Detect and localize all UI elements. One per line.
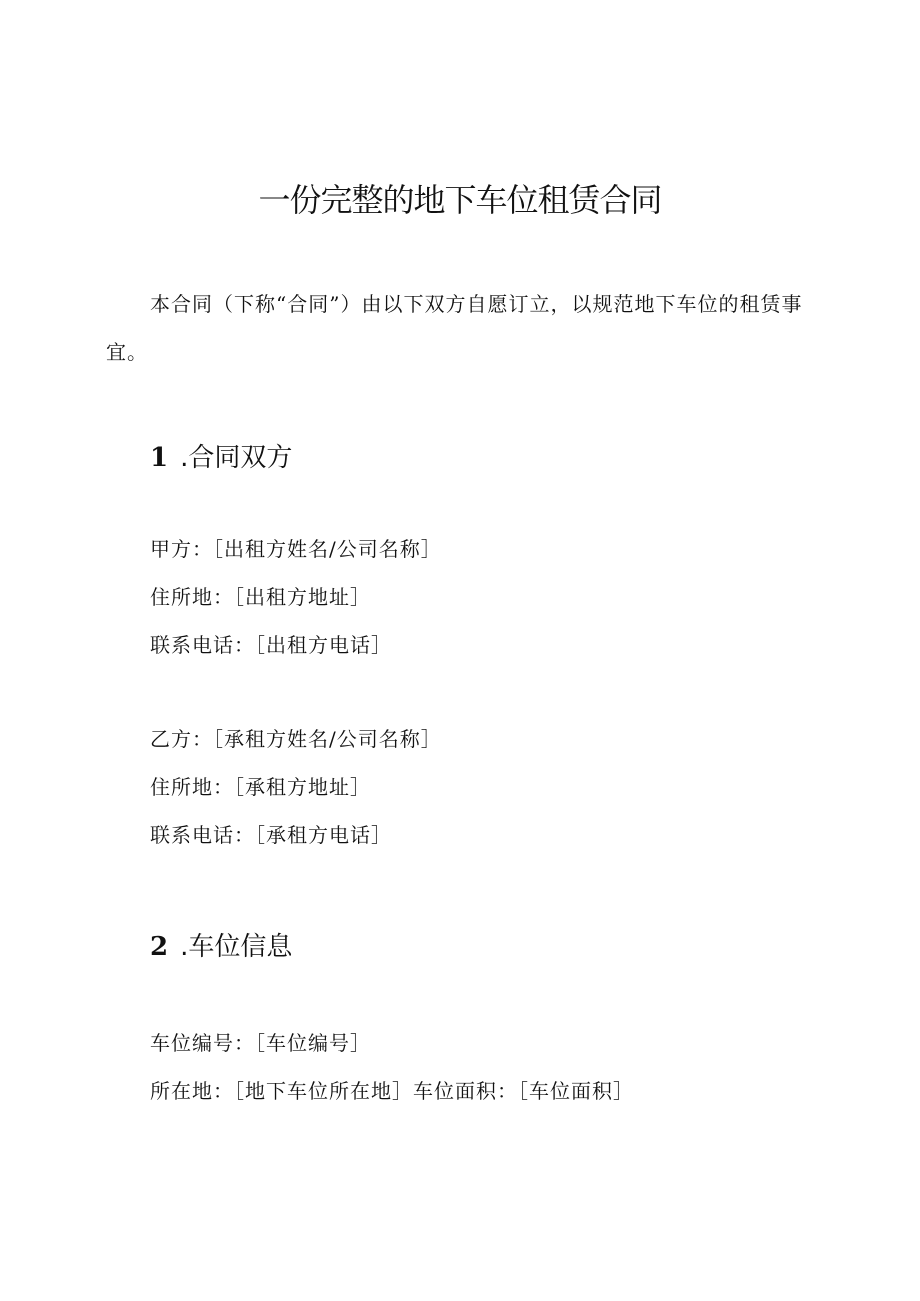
spot-location-area: 所在地：［地下车位所在地］车位面积：［车位面积］ — [150, 1079, 634, 1103]
party-b-phone: 联系电话：［承租方电话］ — [150, 823, 392, 847]
document-title: 一份完整的地下车位租赁合同 — [258, 181, 662, 219]
party-a-name: 甲方：［出租方姓名/公司名称］ — [150, 537, 442, 561]
section-number: 1 — [150, 443, 169, 473]
party-a-address: 住所地：［出租方地址］ — [150, 585, 371, 609]
party-a-phone: 联系电话：［出租方电话］ — [150, 633, 392, 657]
section-heading-parties — [150, 438, 292, 478]
section-title: .合同双方 — [180, 443, 293, 473]
section-heading-spot-info — [150, 927, 292, 967]
intro-paragraph: 本合同（下称“合同”）由以下双方自愿订立，以规范地下车位的租赁事宜。 — [106, 292, 803, 364]
party-b-name: 乙方：［承租方姓名/公司名称］ — [150, 727, 442, 751]
section-number: 2 — [150, 932, 169, 962]
spot-number: 车位编号：［车位编号］ — [150, 1031, 371, 1055]
party-b-address: 住所地：［承租方地址］ — [150, 775, 371, 799]
section-title: .车位信息 — [180, 932, 293, 962]
